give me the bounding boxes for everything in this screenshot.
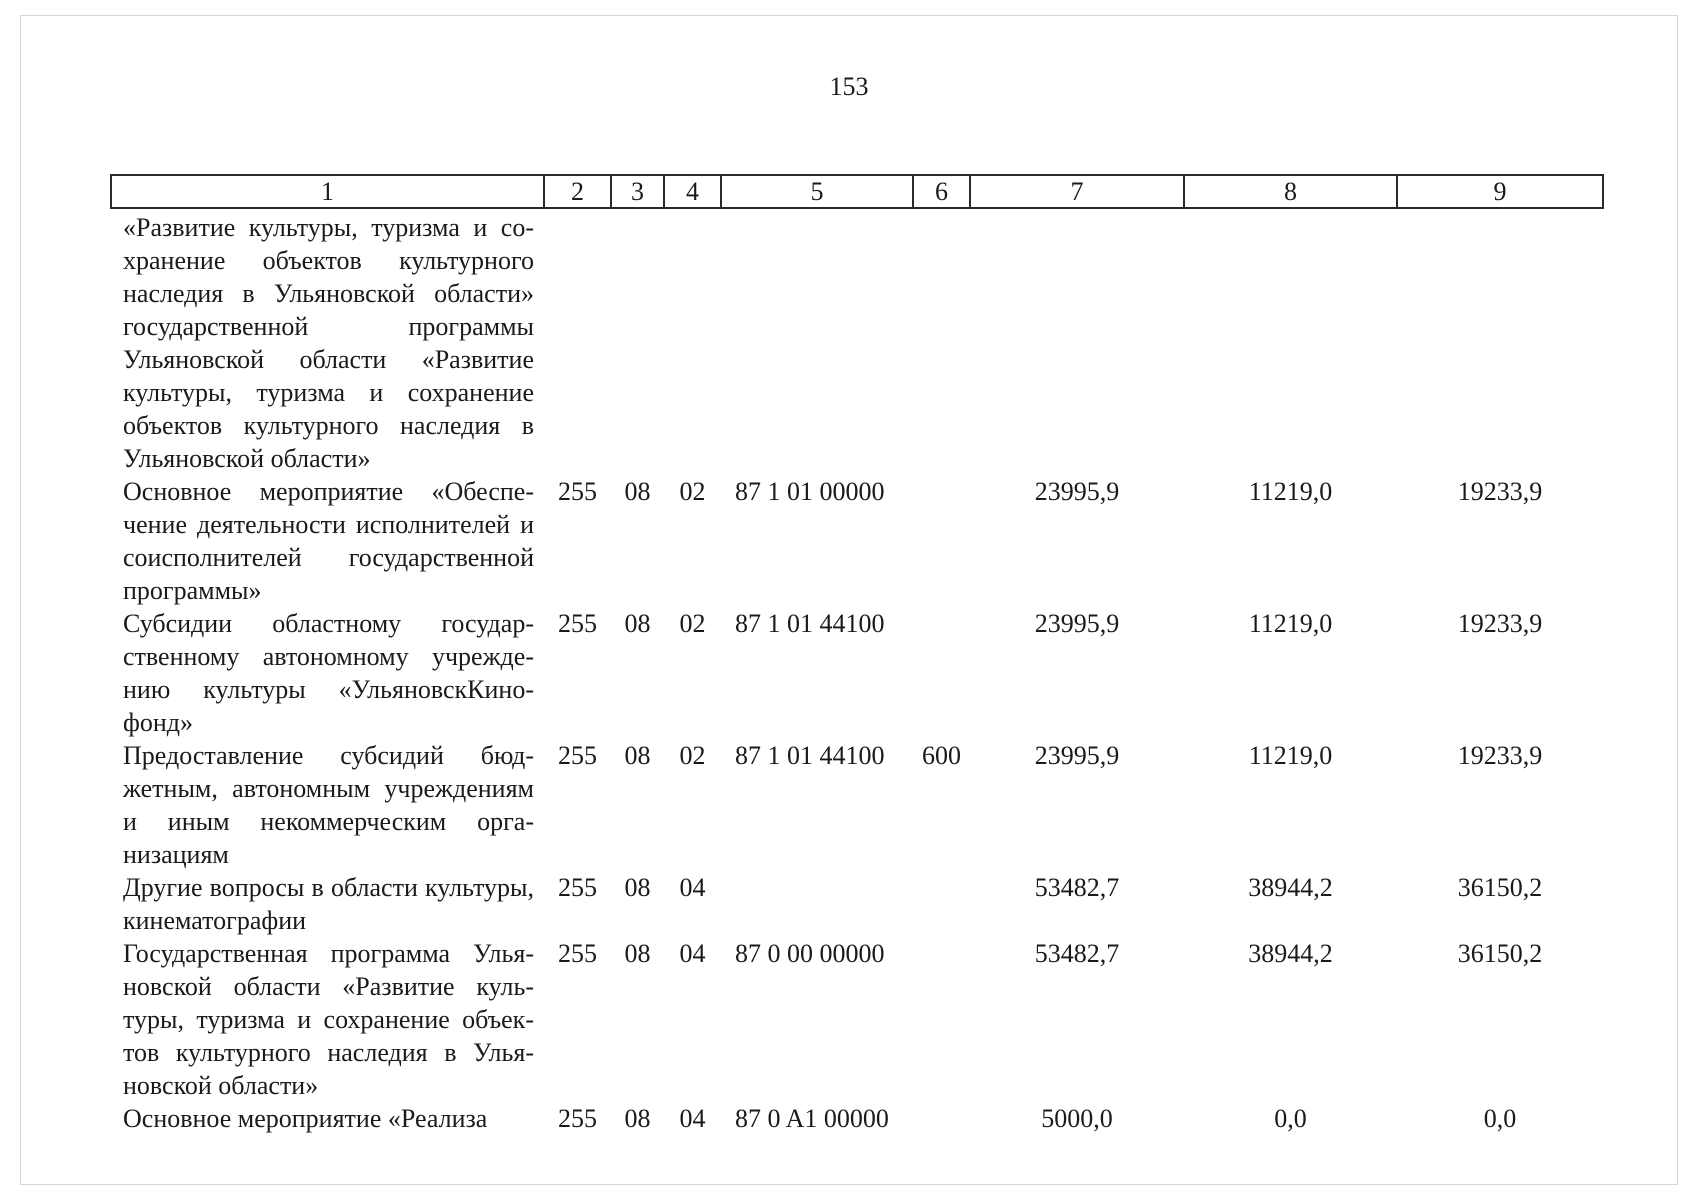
row-name: «Развитие культуры, туризма и сохранение объектов культурного наследия в Ульяновской области» государственной программы Ульяновской области «Развитие культуры, туризма и сохранение объектов культурного наследия в Ульяновской области»	[123, 213, 534, 473]
row-amount-col8: 11219,0	[1248, 477, 1333, 506]
row-name: Основное мероприятие «Реализа	[123, 1104, 488, 1133]
row-subsection-code: 04	[679, 1104, 706, 1133]
row-amount-col8: 0,0	[1274, 1104, 1307, 1133]
header-col-4: 4	[664, 175, 721, 208]
row-expense-type	[913, 871, 970, 937]
header-col-1: 1	[111, 175, 544, 208]
row-name: Государственная программа Ульяновской области «Развитие культуры, туризма и сохранение объектов культурного наследия в Ульяновской области»	[123, 939, 534, 1100]
row-amount-col9: 36150,2	[1457, 873, 1543, 902]
row-expense-type: 600	[922, 741, 961, 770]
row-name: Предоставление субсидий бюджетным, автономным учреждениям и иным некоммерческим организациям	[123, 741, 534, 869]
table-row	[111, 871, 1603, 937]
row-subsection-code: 04	[679, 873, 706, 902]
row-subsection-code: 02	[679, 741, 706, 770]
table-row	[111, 937, 1603, 1102]
row-ministry-code	[544, 208, 611, 475]
row-target-article: 87 0 A1 00000	[735, 1104, 889, 1133]
row-amount-col7: 23995,9	[1034, 477, 1120, 506]
row-target-article: 87 0 00 00000	[735, 939, 885, 968]
header-col-6: 6	[913, 175, 970, 208]
row-section-code	[611, 208, 664, 475]
header-col-5: 5	[721, 175, 913, 208]
row-expense-type	[913, 607, 970, 739]
row-section-code: 08	[624, 939, 651, 968]
row-amount-col7: 5000,0	[1041, 1104, 1113, 1133]
row-expense-type	[913, 208, 970, 475]
row-subsection-code	[664, 208, 721, 475]
row-subsection-code: 04	[679, 939, 706, 968]
row-target-article	[721, 871, 913, 937]
header-col-8: 8	[1184, 175, 1397, 208]
row-section-code: 08	[624, 1104, 651, 1133]
row-section-code: 08	[624, 477, 651, 506]
table-row	[111, 1102, 1603, 1135]
row-ministry-code: 255	[558, 741, 597, 770]
row-ministry-code: 255	[558, 477, 597, 506]
row-amount-col9: 19233,9	[1457, 609, 1543, 638]
row-expense-type	[913, 475, 970, 607]
row-amount-col8: 38944,2	[1248, 873, 1333, 902]
row-amount-col7: 53482,7	[1034, 873, 1120, 902]
row-amount-col7: 23995,9	[1034, 741, 1120, 770]
header-col-9: 9	[1397, 175, 1603, 208]
row-amount-col7: 53482,7	[1034, 939, 1120, 968]
row-target-article: 87 1 01 44100	[735, 741, 885, 770]
header-row	[111, 175, 1603, 208]
row-target-article: 87 1 01 44100	[735, 609, 885, 638]
row-amount-col8: 11219,0	[1248, 741, 1333, 770]
row-ministry-code: 255	[558, 873, 597, 902]
table-row	[111, 475, 1603, 607]
row-expense-type	[913, 937, 970, 1102]
row-ministry-code: 255	[558, 609, 597, 638]
table-row	[111, 739, 1603, 871]
row-amount-col9: 36150,2	[1457, 939, 1543, 968]
header-col-2: 2	[544, 175, 611, 208]
row-name: Субсидии областному государственному автономному учреждению культуры «УльяновскКинофонд»	[123, 609, 534, 737]
row-amount-col8: 38944,2	[1248, 939, 1333, 968]
row-amount-col7	[970, 208, 1184, 475]
table-row	[111, 607, 1603, 739]
header-col-7: 7	[970, 175, 1184, 208]
row-amount-col8: 11219,0	[1248, 609, 1333, 638]
row-section-code: 08	[624, 741, 651, 770]
row-amount-col9: 0,0	[1483, 1104, 1517, 1133]
row-section-code: 08	[624, 609, 651, 638]
page-number: 153	[829, 72, 869, 101]
row-amount-col9: 19233,9	[1457, 477, 1543, 506]
row-expense-type	[913, 1102, 970, 1135]
row-subsection-code: 02	[679, 477, 706, 506]
row-section-code: 08	[624, 873, 651, 902]
row-ministry-code: 255	[558, 1104, 597, 1133]
table-row	[111, 208, 1603, 475]
budget-table	[110, 174, 1604, 1135]
row-name: Другие вопросы в области культуры, кинематографии	[123, 873, 534, 935]
row-amount-col9	[1397, 208, 1603, 475]
row-subsection-code: 02	[679, 609, 706, 638]
row-target-article	[721, 208, 913, 475]
row-amount-col9: 19233,9	[1457, 741, 1543, 770]
row-ministry-code: 255	[558, 939, 597, 968]
row-target-article: 87 1 01 00000	[735, 477, 885, 506]
header-col-3: 3	[611, 175, 664, 208]
row-name: Основное мероприятие «Обеспечение деятельности исполнителей и соисполнителей государственной программы»	[123, 477, 534, 605]
row-amount-col8	[1184, 208, 1397, 475]
row-amount-col7: 23995,9	[1034, 609, 1120, 638]
